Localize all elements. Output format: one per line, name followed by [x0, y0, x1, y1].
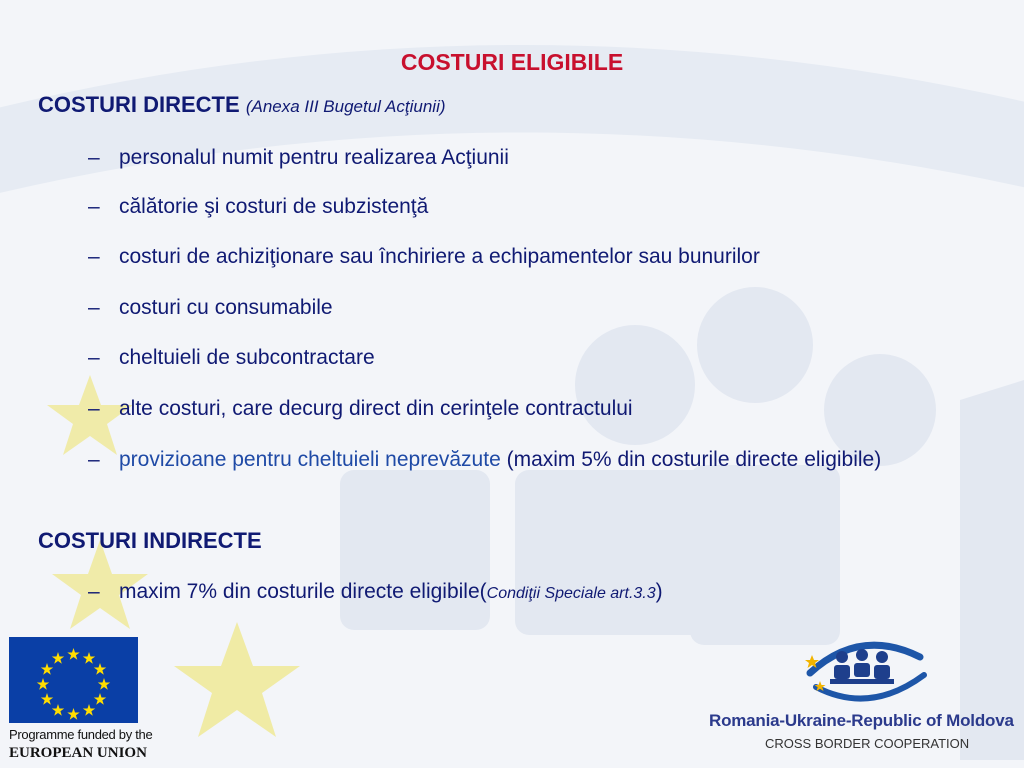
- direct-costs-heading: [38, 92, 446, 118]
- list-item: [88, 194, 993, 219]
- eu-flag-logo: [9, 637, 138, 723]
- direct-costs-note: (Anexa III Bugetul Acţiunii): [245, 97, 446, 116]
- cross-border-cooperation-logo-icon: [800, 635, 930, 705]
- provision-text: provizioane pentru cheltuieli neprevăzute: [119, 448, 501, 471]
- list-item-text: cheltuieli de subcontractare: [119, 346, 375, 369]
- indirect-item-reference: Condiţii Speciale art.3.3: [486, 585, 656, 602]
- dash-bullet: –: [88, 397, 100, 420]
- dash-bullet: –: [88, 448, 100, 471]
- direct-costs-heading-text: COSTURI DIRECTE: [38, 92, 240, 117]
- slide-title: COSTURI ELIGIBILE: [400, 49, 624, 75]
- provision-limit: (maxim 5% din costurile directe eligibile): [506, 448, 882, 471]
- program-name: Romania-Ukraine-Republic of Moldova: [709, 711, 1014, 730]
- list-item: [88, 396, 993, 421]
- dash-bullet: –: [88, 580, 100, 603]
- dash-bullet: –: [88, 195, 100, 218]
- list-item: [88, 295, 993, 320]
- list-item-text: călătorie şi costuri de subzistenţă: [119, 195, 429, 218]
- eu-caption-line2: EUROPEAN UNION: [9, 745, 147, 761]
- dash-bullet: –: [88, 146, 100, 169]
- list-item: [88, 447, 993, 472]
- list-item-text: personalul numit pentru realizarea Acţiunii: [119, 146, 509, 169]
- list-item-text: costuri cu consumabile: [119, 296, 333, 319]
- indirect-item-close: ): [655, 580, 663, 603]
- list-item-text: [119, 579, 993, 606]
- eu-caption-line1: Programme funded by the: [9, 727, 153, 742]
- list-item: [88, 345, 993, 370]
- dash-bullet: –: [88, 346, 100, 369]
- dash-bullet: –: [88, 245, 100, 268]
- dash-bullet: –: [88, 296, 100, 319]
- list-item-text: [119, 447, 993, 472]
- list-item: [88, 145, 993, 170]
- program-subtitle: CROSS BORDER COOPERATION: [765, 736, 970, 751]
- list-item-text: costuri de achiziţionare sau închiriere a echipamentelor sau bunurilor: [119, 245, 760, 268]
- list-item: [88, 579, 993, 606]
- list-item: [88, 244, 993, 269]
- indirect-costs-heading: COSTURI INDIRECTE: [38, 528, 262, 553]
- eu-stars-icon: [9, 637, 138, 723]
- indirect-item-text: maxim 7% din costurile directe eligibile(: [119, 580, 487, 603]
- list-item-text: alte costuri, care decurg direct din cerinţele contractului: [119, 397, 633, 420]
